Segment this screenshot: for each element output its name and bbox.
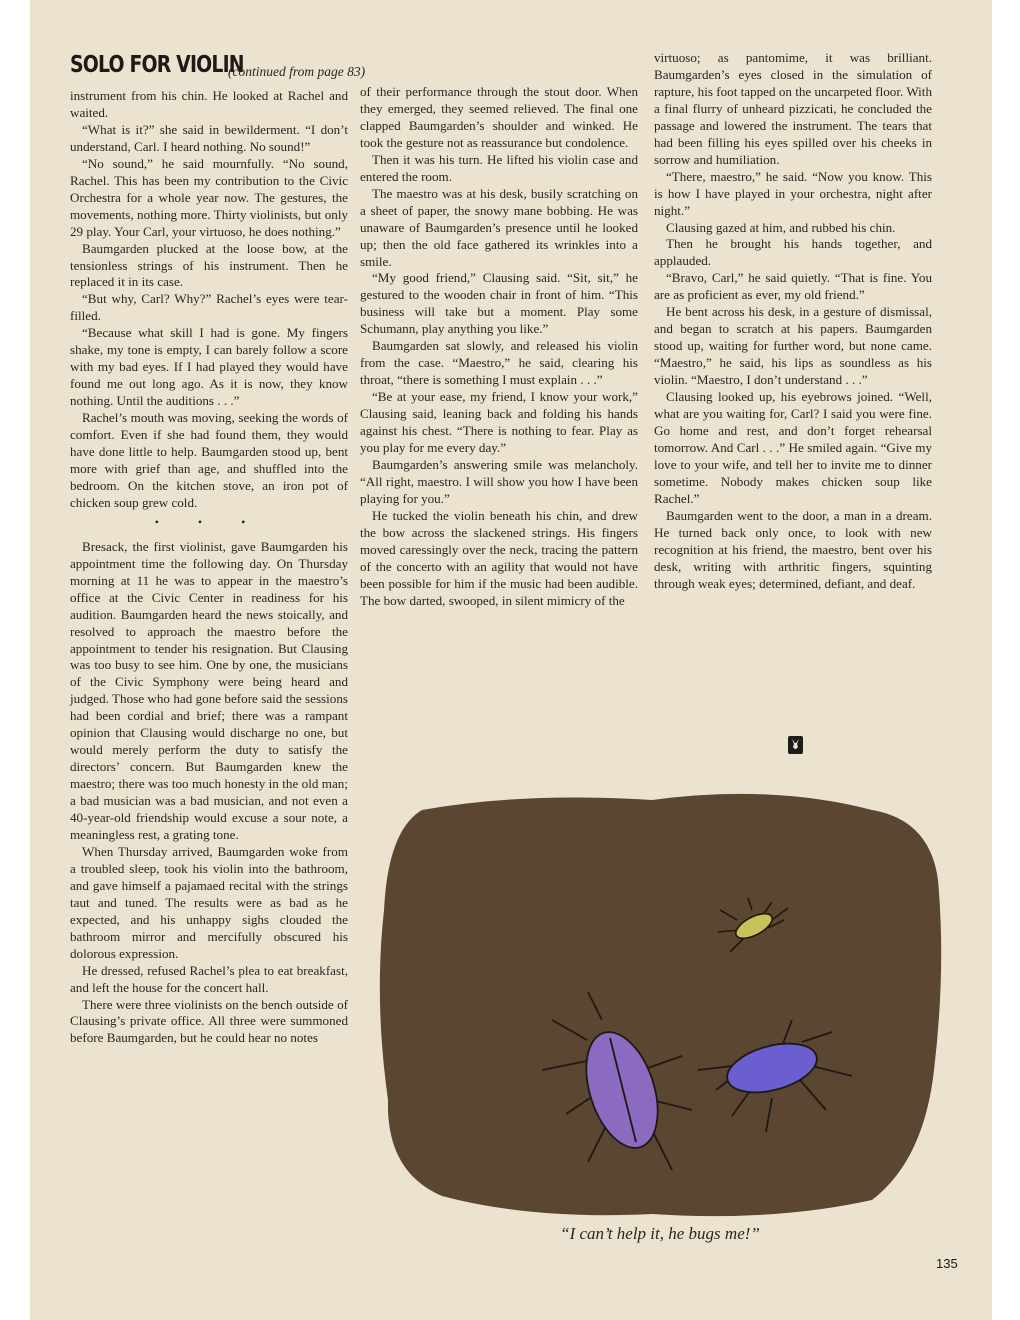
paragraph: Then it was his turn. He lifted his violin case and entered the room. <box>360 151 638 184</box>
cartoon-illustration <box>352 770 960 1220</box>
paragraph: “My good friend,” Clausing said. “Sit, sit,” he gestured to the wooden chair in front of him. “This business will take but a moment. Play some Schumann, play anything you like.” <box>360 270 638 337</box>
paragraph: He bent across his desk, in a gesture of dismissal, and began to scratch at his papers. Baumgarden stood up, waiting for further word, but none came. “Maestro,” he said, his lips as soundless as his violin. “Maestro, I don’t understand . . .” <box>654 304 932 388</box>
paragraph: When Thursday arrived, Baumgarden woke from a troubled sleep, took his violin into the bathroom, and gave himself a pajamaed recital with the strings taut and tuned. The results were as bad as he expected, and his unhappy sighs clouded the bathroom mirror and mercifully obscured his dolorous expression. <box>70 843 348 961</box>
paragraph: instrument from his chin. He looked at Rachel and waited. <box>70 88 348 120</box>
paragraph: “What is it?” she said in bewilderment. “I don’t understand, Carl. I heard nothing. No sound!” <box>70 121 348 154</box>
paragraph: “Bravo, Carl,” he said quietly. “That is fine. You are as proficient as ever, my old friend.” <box>654 270 932 303</box>
section-separator: • • • <box>154 514 264 529</box>
paragraph: The maestro was at his desk, busily scratching on a sheet of paper, the snowy mane bobbing. He was unaware of Baumgarden’s presence until he looked up; then the old face gathered its wrinkles into a smile. <box>360 185 638 269</box>
paragraph: “There, maestro,” he said. “Now you know. This is how I have played in your orchestra, night after night.” <box>654 168 932 218</box>
brown-background-blob <box>380 794 941 1216</box>
paragraph: He tucked the violin beneath his chin, and drew the bow across the slackened strings. His fingers moved caressingly over the neck, tracing the pattern of the concerto with an agility that would not have been possible for him if the music had been audible. The bow darted, swooped, in silent mimicry of the <box>360 507 638 608</box>
paragraph: “No sound,” he said mournfully. “No sound, Rachel. This has been my contribution to the Civic Orchestra for a whole year now. The gestures, the movements, nothing more. Thirty violinists, but only 29 play. Your Carl, your virtuoso, he does nothing.” <box>70 155 348 239</box>
paragraph: Baumgarden went to the door, a man in a dream. He turned back only once, to look with new recognition at his friend, the maestro, bent over his desk, writing with arthritic fingers, squinting through weak eyes; determined, defiant, and deaf. <box>654 507 932 591</box>
paragraph: “Because what skill I had is gone. My fingers shake, my tone is empty, I can barely follow a score with my bad eyes. If I had played they would have found me out long ago. As it is now, they know nothing. Until the auditions . . .” <box>70 325 348 409</box>
text-column-2 <box>360 84 638 610</box>
paragraph: He dressed, refused Rachel’s plea to eat breakfast, and left the house for the concert hall. <box>70 962 348 995</box>
article-header <box>70 52 366 88</box>
text-column-3 <box>654 50 932 593</box>
paragraph: Bresack, the first violinist, gave Baumgarden his appointment time the following day. On Thursday morning at 11 he was to appear in the maestro’s office at the Civic Center in readiness for his audition. Baumgarden heard the news stoically, and resolved to approach the maestro before the appointment to tender his resignation. But Clausing was too busy to see him. One by one, the musicians of the Civic Symphony were being heard and judged. Those who had gone before said the sessions had been cordial and brief; there was a rampant opinion that Clausing would discharge no one, but would merely perform the duty to satisfy the directors’ concern. But Baumgarden knew the maestro; there was too much honesty in the old man; a bad musician was a bad musician, and not even a 40-year-old friendship would excuse a sour note, a meaningless rest, a grating tone. <box>70 538 348 842</box>
paragraph: Baumgarden’s answering smile was melancholy. “All right, maestro. I will show you how I have been playing for you.” <box>360 456 638 506</box>
cartoon-caption: “I can’t help it, he bugs me!” <box>560 1224 760 1243</box>
paragraph: “Be at your ease, my friend, I know your work,” Clausing said, leaning back and folding his hands against his chest. “There is nothing to fear. Play as you play for me every day.” <box>360 389 638 456</box>
continued-note: (continued from page 83) <box>228 64 366 79</box>
page-number: 135 <box>936 1256 958 1271</box>
paragraph: Clausing gazed at him, and rubbed his chin. <box>666 219 896 235</box>
paragraph: There were three violinists on the bench outside of Clausing’s private office. All three were summoned before Baumgarden, but he could hear no notes <box>70 996 348 1046</box>
paragraph: “But why, Carl? Why?” Rachel’s eyes were tear-filled. <box>70 291 348 324</box>
article-title: SOLO FOR VIOLIN <box>70 52 244 78</box>
text-column-1 <box>70 88 348 1047</box>
paragraph: Baumgarden plucked at the loose bow, at the tensionless strings of his instrument. Then he replaced it in its case. <box>70 240 348 290</box>
paragraph: virtuoso; as pantomime, it was brilliant. Baumgarden’s eyes closed in the simulation of rapture, his foot tapped on the uncarpeted floor. With a final flurry of unheard pizzicati, he concluded the passage and lowered the instrument. The tears that had been filling his eyes spilled over his cheeks in sorrow and humiliation. <box>654 50 932 167</box>
rabbit-head-end-mark-icon <box>788 736 803 754</box>
paragraph: Then he brought his hands together, and applauded. <box>654 236 932 269</box>
paragraph: Clausing looked up, his eyebrows joined. “Well, what are you waiting for, Carl? I said you were fine. Go home and rest, and don’t forget rehearsal tomorrow. And Carl . . .” He smiled again. “Give my love to your wife, and tell her to invite me to dinner sometime. Nobody makes chicken soup like Rachel.” <box>654 389 932 506</box>
magazine-page <box>30 0 992 1320</box>
paragraph: Rachel’s mouth was moving, seeking the words of comfort. Even if she had found them, they would have done little to help. Baumgarden stood up, bent more with grief than age, and shuffled into the bedroom. On the kitchen stove, an iron pot of chicken soup grew cold. <box>70 410 348 510</box>
paragraph: Baumgarden sat slowly, and released his violin from the case. “Maestro,” he said, clearing his throat, “there is something I must explain . . .” <box>360 338 638 388</box>
paragraph: of their performance through the stout door. When they emerged, they seemed relieved. The final one clapped Baumgarden’s shoulder and winked. He took the gesture not as reassurance but condolence. <box>360 84 638 150</box>
